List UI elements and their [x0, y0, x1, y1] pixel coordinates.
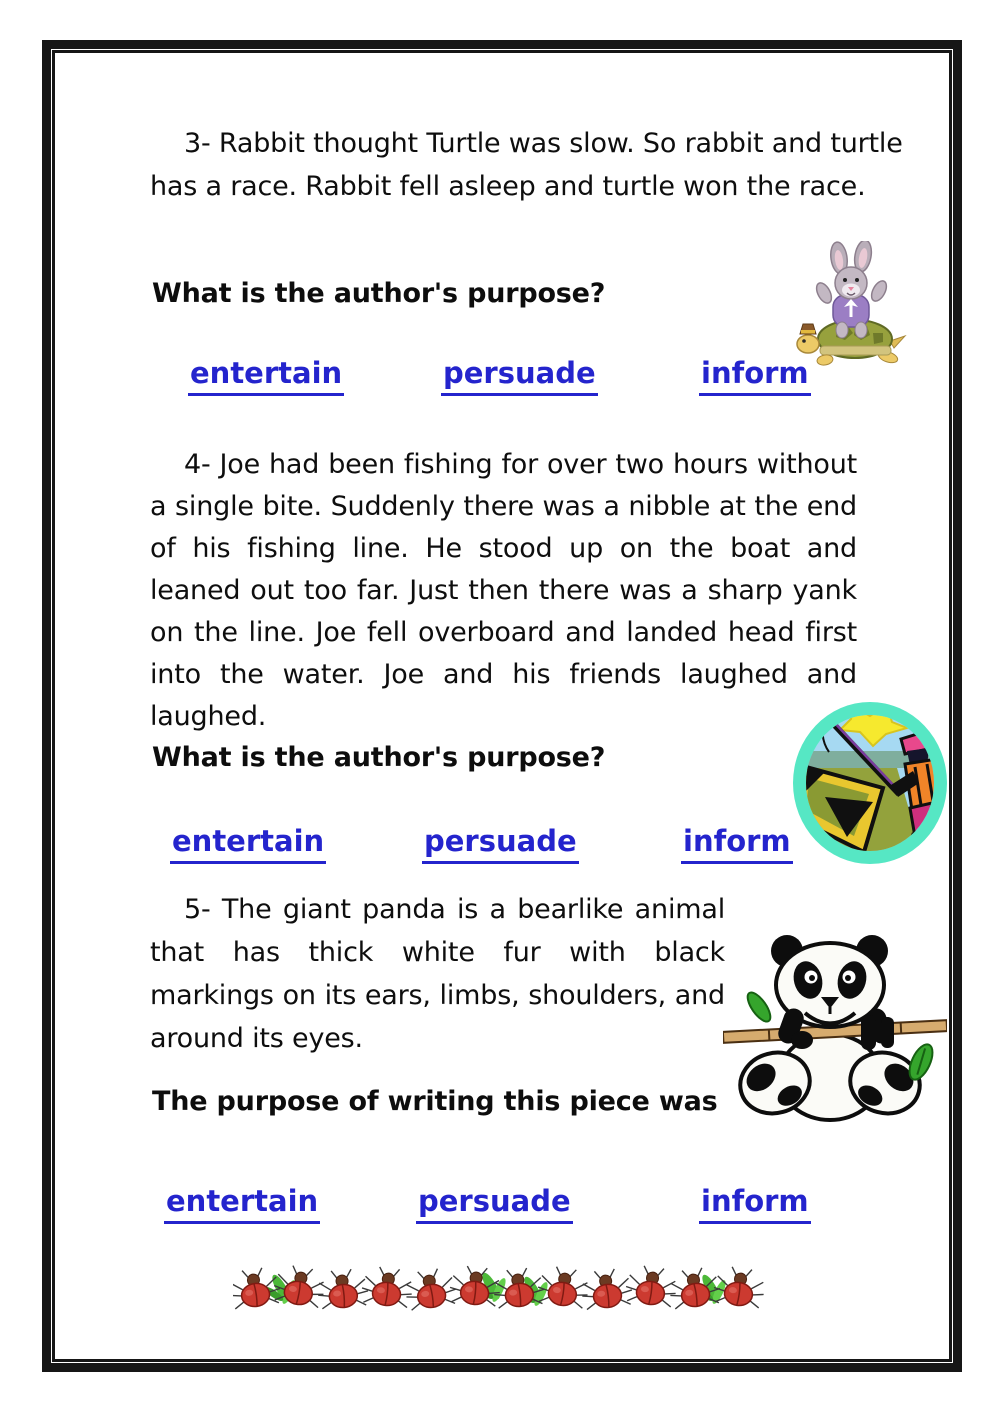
passage-4-question: What is the author's purpose?: [152, 742, 606, 773]
option-inform-1[interactable]: inform: [699, 356, 811, 396]
option-entertain-3[interactable]: entertain: [164, 1184, 320, 1224]
option-persuade-1[interactable]: persuade: [441, 356, 598, 396]
passage-5-text: 5- The giant panda is a bearlike animal that has thick white fur with black markings on its ears, limbs, shoulders, and around its eyes.: [150, 894, 725, 1054]
option-persuade-3[interactable]: persuade: [416, 1184, 573, 1224]
rabbit-riding-turtle-image: [795, 241, 912, 371]
option-inform-3[interactable]: inform: [699, 1184, 811, 1224]
fisherman-boat-image: [793, 701, 948, 865]
passage-4-text: 4- Joe had been fishing for over two hours without a single bite. Suddenly there was a nibble at the end of his fishing line. He stood up on the boat and leaned out too far. Just then there was a sharp yank on the line. Joe fell overboard and landed head first into the water. Joe and his friends laughed and laughed.: [150, 449, 857, 732]
passage-3-question: What is the author's purpose?: [152, 278, 606, 309]
passage-3-text: 3- Rabbit thought Turtle was slow. So rabbit and turtle has a race. Rabbit fell asleep and turtle won the race.: [150, 128, 903, 202]
ladybug-divider: [233, 1264, 767, 1314]
passage-5-question: The purpose of writing this piece was: [152, 1086, 718, 1117]
panda-bamboo-image: [723, 930, 947, 1128]
option-entertain-2[interactable]: entertain: [170, 824, 326, 864]
option-persuade-2[interactable]: persuade: [422, 824, 579, 864]
option-inform-2[interactable]: inform: [681, 824, 793, 864]
option-entertain-1[interactable]: entertain: [188, 356, 344, 396]
